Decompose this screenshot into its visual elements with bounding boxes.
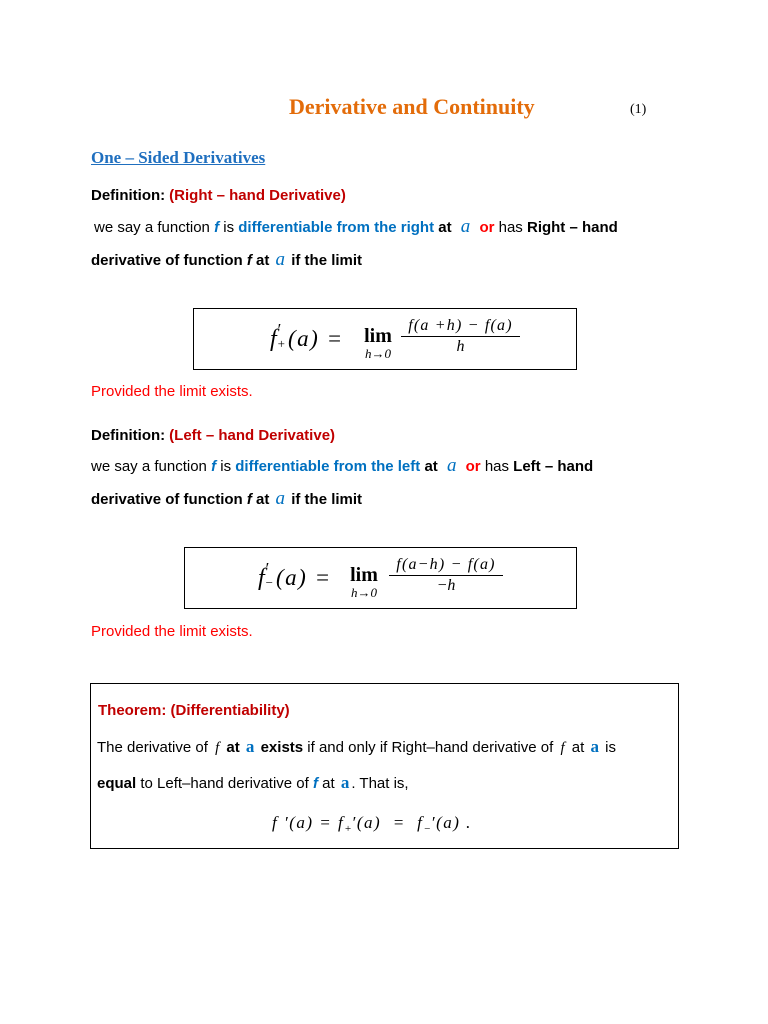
function-symbol-f: f [560, 740, 565, 756]
definition-text: derivative of function [91, 491, 247, 508]
definition-text: is [219, 219, 239, 236]
definition-text: is [216, 458, 236, 475]
formula-part: ′(a) . [430, 813, 472, 832]
exists-keyword: exists [256, 739, 304, 756]
theorem-title: Theorem: (Differentiability) [98, 702, 290, 719]
limit-subscript: h→0 [365, 346, 391, 361]
definition-text: if the limit [287, 252, 363, 269]
minus-subscript: − [423, 823, 431, 835]
definition-label: Definition: [91, 187, 166, 204]
prime-mark: ′ [265, 559, 270, 578]
page-number: (1) [630, 102, 647, 117]
right-definition-line-1 [94, 217, 618, 237]
definition-name: (Left – hand Derivative) [169, 427, 336, 444]
definition-text: if the limit [287, 491, 363, 508]
fraction [389, 555, 503, 596]
formula-lhs [270, 309, 344, 369]
definition-text: has [498, 219, 527, 236]
formula-part: f ′(a) = f [272, 813, 345, 832]
definition-text: we say a function [91, 458, 212, 475]
lhs-argument: (a) = [288, 326, 344, 351]
theorem-line-2 [97, 773, 409, 793]
theorem-text: at [567, 739, 589, 756]
definition-name: (Right – hand Derivative) [169, 187, 346, 204]
minus-subscript: − [265, 575, 274, 590]
lhs-argument: (a) = [276, 565, 332, 590]
definition-text: derivative of function [91, 252, 247, 269]
differentiable-left-term: differentiable from the left [235, 458, 421, 475]
theorem-box [90, 683, 679, 849]
formula-part: ′(a) = f [351, 813, 424, 832]
fraction-numerator: f(a−h) − f(a) [389, 555, 503, 576]
function-symbol-f: f [270, 326, 277, 352]
function-symbol-f: f [246, 252, 252, 269]
right-hand-term: Right – hand [526, 219, 618, 236]
theorem-text: to Left–hand derivative of [136, 775, 313, 792]
at-keyword: at [434, 219, 456, 236]
right-definition-line-2 [91, 250, 362, 270]
left-definition-heading [91, 426, 335, 446]
definition-text: we say a function [94, 219, 215, 236]
point-symbol-a: a [340, 773, 350, 792]
function-symbol-f: f [246, 491, 252, 508]
left-definition-line-2 [91, 489, 362, 509]
plus-subscript: + [344, 823, 352, 835]
at-keyword: at [222, 739, 244, 756]
definition-text: has [484, 458, 514, 475]
function-symbol-f: f [312, 775, 318, 792]
theorem-formula [272, 811, 472, 835]
fraction-denominator: h [456, 338, 465, 355]
left-limit-note: Provided the limit exists. [91, 623, 253, 640]
formula-lhs [258, 548, 332, 608]
or-keyword: or [461, 458, 485, 475]
point-symbol-a: a [275, 249, 286, 270]
function-symbol-f: f [214, 219, 220, 236]
plus-subscript: + [277, 336, 286, 351]
limit-label: lim [350, 564, 378, 586]
fraction-denominator: −h [436, 577, 456, 594]
left-definition-line-1 [91, 456, 593, 476]
point-symbol-a: a [275, 488, 286, 509]
right-definition-heading [91, 186, 346, 206]
derivative-scripts [265, 559, 274, 590]
derivative-scripts [277, 320, 286, 351]
function-symbol-f: f [211, 458, 217, 475]
or-keyword: or [475, 219, 499, 236]
limit-operator [345, 548, 383, 608]
left-hand-term: Left – hand [513, 458, 594, 475]
right-derivative-formula-box [193, 308, 577, 370]
limit-operator [359, 309, 397, 369]
theorem-text: at [317, 775, 339, 792]
limit-subscript: h→0 [351, 585, 377, 600]
left-derivative-formula-box [184, 547, 577, 609]
at-keyword: at [420, 458, 442, 475]
point-symbol-a: a [446, 455, 457, 476]
theorem-line-1 [97, 737, 616, 757]
point-symbol-a: a [245, 737, 255, 756]
point-symbol-a: a [590, 737, 599, 756]
function-symbol-f: f [258, 565, 265, 591]
definition-label: Definition: [91, 427, 166, 444]
at-keyword: at [251, 491, 274, 508]
page-title: Derivative and Continuity [289, 94, 535, 119]
function-symbol-f: f [215, 740, 220, 756]
right-limit-note: Provided the limit exists. [91, 383, 253, 400]
equal-keyword: equal [97, 775, 137, 792]
prime-mark: ′ [277, 320, 282, 339]
at-keyword: at [251, 252, 274, 269]
differentiable-right-term: differentiable from the right [238, 219, 435, 236]
theorem-text: is [600, 739, 616, 756]
theorem-text: . That is, [351, 775, 409, 792]
theorem-text: if and only if Right–hand derivative of [303, 739, 558, 756]
fraction-numerator: f(a +h) − f(a) [401, 316, 520, 337]
section-heading: One – Sided Derivatives [91, 148, 266, 167]
limit-label: lim [364, 325, 392, 347]
theorem-text: The derivative of [97, 739, 213, 756]
point-symbol-a: a [460, 216, 471, 237]
fraction [401, 316, 520, 357]
